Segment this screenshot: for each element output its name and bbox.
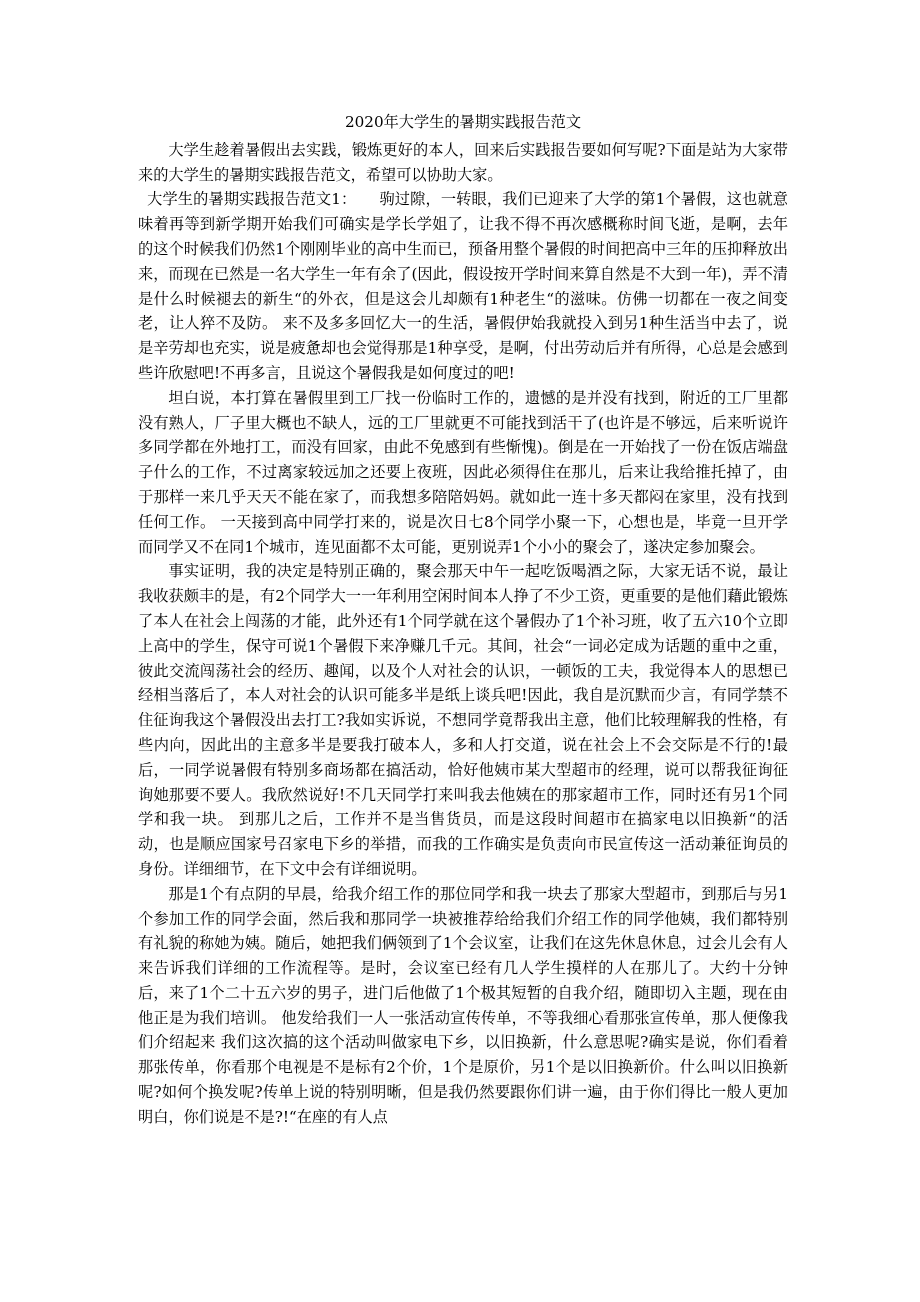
paragraph-first-day: 那是1个有点阴的早晨，给我介绍工作的那位同学和我一块去了那家大型超市，到那后与另1个参加工作的同学会面，然后我和那同学一块被推荐给给我们介绍工作的同学他姨，我们都特别有礼貌的称她为姨。随后，她把我们俩领到了1个会议室，让我们在这先休息休息，过会儿会有人来告诉我们详细的工作流程等。是时，会议室已经有几人学生摸样的人在那儿了。大约十分钟后，来了1个二十五六岁的男子，进门后他做了1个极其短暂的自我介绍，随即切入主题，现在由他正是为我们培训。 他发给我们一人一张活动宣传传单，不等我细心看那张宣传单，那人便像我们介绍起来 我们这次搞的这个活动叫做家电下乡，以旧换新，什么意思呢?确实是说，你们看着那张传单，你看那个电视是不是标有2个价，1个是原价，另1个是以旧换新价。什么叫以旧换新呢?如何个换发呢?传单上说的特别明晰，但是我仍然要跟你们讲一遍，由于你们得比一般人更加明白，你们说是不是?!“在座的有人点 (138, 884, 788, 1126)
document-title: 2020年大学生的暑期实践报告范文 (344, 113, 582, 131)
document-page (138, 110, 788, 1130)
paragraph-intro: 大学生趁着暑假出去实践，锻炼更好的本人，回来后实践报告要如何写呢?下面是站为大家带来的大学生的暑期实践报告范文，希望可以协助大家。 (138, 140, 788, 184)
paragraph-report-start: 大学生的暑期实践报告范文1： 驹过隙，一转眼，我们已迎来了大学的第1个暑假，这也就意味着再等到新学期开始我们可确实是学长学姐了，让我不得不再次感概称时间飞逝，是啊，去年的这个时候我们仍然1个刚刚毕业的高中生而已，预备用整个暑假的时间把高中三年的压抑释放出来，而现在已然是一名大学生一年有余了(因此，假设按开学时间来算自然是不大到一年)，弄不清是什么时候褪去的新生“的外衣，但是这会儿却颇有1种老生“的滋味。仿佛一切都在一夜之间变老，让人猝不及防。 来不及多多回忆大一的生活，暑假伊始我就投入到另1种生活当中去了，说是辛劳却也充实，说是疲惫却也会觉得那是1种享受，是啊，付出劳动后并有所得，心总是会感到些许欣慰吧!不再多言，且说这个暑假我是如何度过的吧! (138, 190, 788, 382)
paragraph-gathering: 事实证明，我的决定是特别正确的，聚会那天中午一起吃饭喝酒之际，大家无话不说，最让我收获颇丰的是，有2个同学大一一年利用空闲时间本人挣了不少工资，更重要的是他们藉此锻炼了本人在社会上闯荡的才能，此外还有1个同学就在这个暑假办了1个补习班，收了五六10个立即上高中的学生，保守可说1个暑假下来净赚几千元。其间，社会“一词必定成为话题的重中之重，彼此交流闯荡社会的经历、趣闻，以及个人对社会的认识，一顿饭的工夫，我觉得本人的思想已经相当落后了，本人对社会的认识可能多半是纸上谈兵吧!因此，我自是沉默而少言，有同学禁不住征询我这个暑假没出去打工?我如实诉说，不想同学竟帮我出主意，他们比较理解我的性格，有些内向，因此出的主意多半是要我打破本人，多和人打交道，说在社会上不会交际是不行的!最后，一同学说暑假有特别多商场都在搞活动，恰好他姨市某大型超市的经理，说可以帮我征询征询她那要不要人。我欣然说好!不几天同学打来叫我去他姨在的那家超市工作，同时还有另1个同学和我一块。 到那儿之后，工作并不是当售货员，而是这段时间超市在搞家电以旧换新“的活动，也是顺应国家号召家电下乡的举措，而我的工作确实是负责向市民宣传这一活动兼征询员的身份。详细细节，在下文中会有详细说明。 (138, 562, 788, 878)
paragraph-job-search: 坦白说，本打算在暑假里到工厂找一份临时工作的，遗憾的是并没有找到，附近的工厂里都没有熟人，厂子里大概也不缺人，远的工厂里就更不可能找到活干了(也许是不够远，后来听说许多同学都在外地打工，而没有回家，由此不免感到有些惭愧)。倒是在一开始找了一份在饭店端盘子什么的工作，不过离家较远加之还要上夜班，因此必须得住在那儿，后来让我给推托掉了，由于那样一来几乎天天不能在家了，而我想多陪陪妈妈。就如此一连十多天都闷在家里，没有找到任何工作。 一天接到高中同学打来的，说是次日七8个同学小聚一下，心想也是，毕竟一旦开学而同学又不在同1个城市，连见面都不太可能，更别说弄1个小小的聚会了，遂决定参加聚会。 (138, 388, 788, 556)
